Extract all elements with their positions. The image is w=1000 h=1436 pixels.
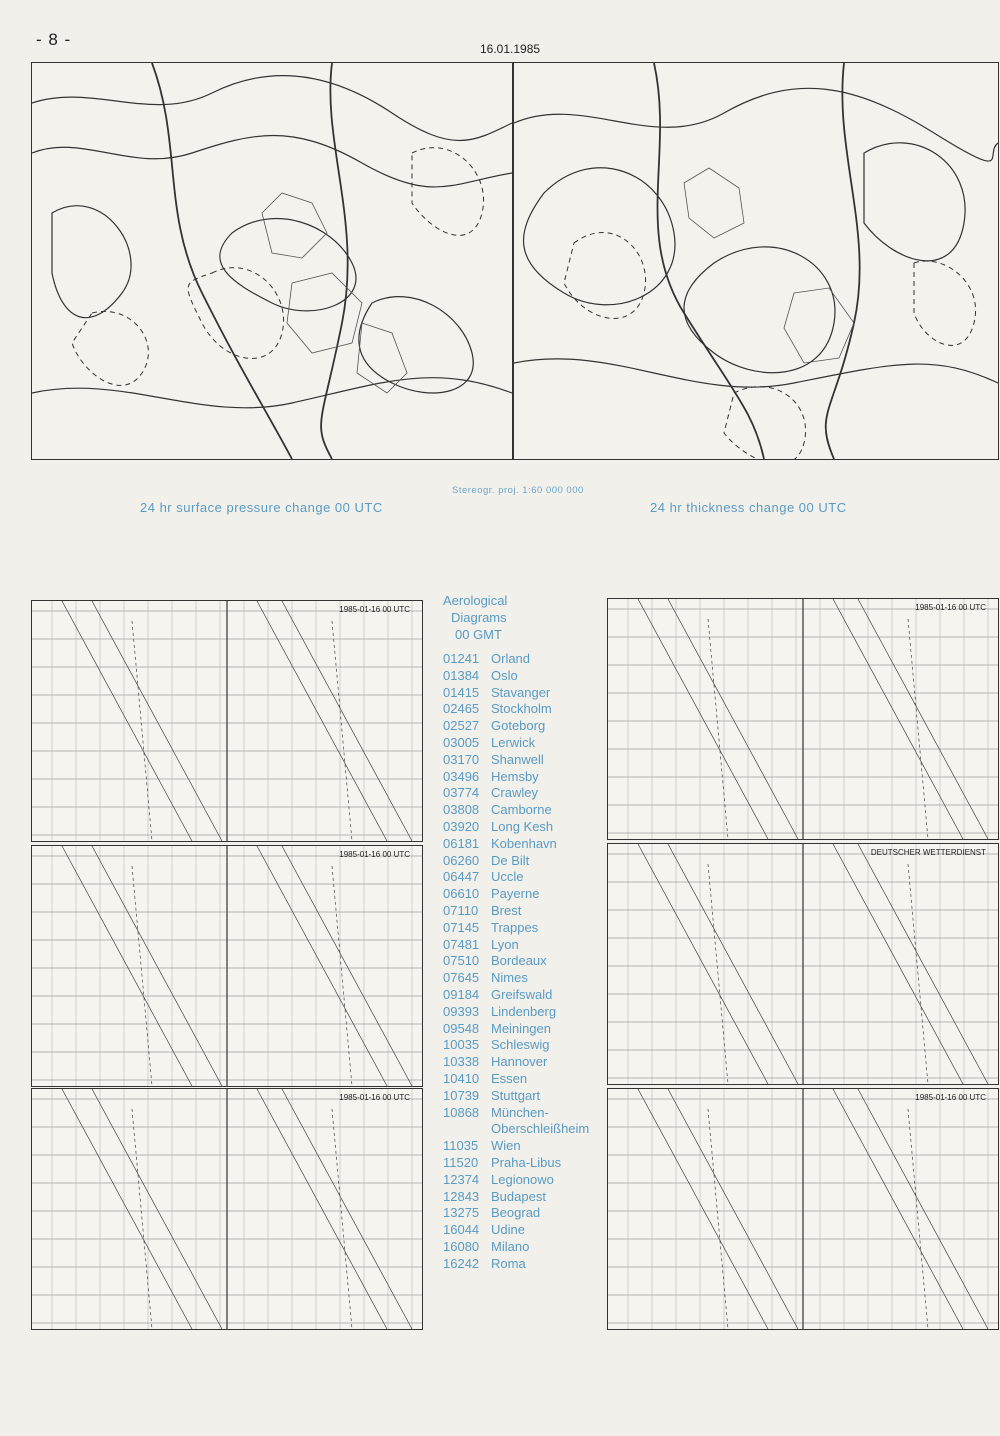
- station-row: [443, 869, 589, 886]
- station-name: Crawley: [491, 785, 538, 801]
- station-name: Shanwell: [491, 751, 544, 767]
- diagram-stamp: 1985-01-16 00 UTC: [915, 1093, 986, 1102]
- station-name: Lyon: [491, 936, 519, 952]
- station-name: Milano: [491, 1238, 530, 1254]
- station-row: [443, 1071, 589, 1088]
- station-code: 03170: [443, 751, 480, 767]
- station-name: Greifswald: [491, 986, 553, 1002]
- station-name: Payerne: [491, 886, 540, 902]
- station-row: [443, 1205, 589, 1222]
- station-name: Oslo: [491, 667, 518, 683]
- station-name: Meiningen: [491, 1020, 551, 1036]
- station-heading-3: 00 GMT: [455, 627, 502, 642]
- station-heading-2: Diagrams: [451, 610, 507, 625]
- station-code: 03920: [443, 818, 480, 834]
- diagram-service-label: DEUTSCHER WETTERDIENST: [870, 848, 986, 857]
- station-row: [443, 853, 589, 870]
- station-name: Lerwick: [491, 734, 536, 750]
- station-code: 16242: [443, 1255, 480, 1271]
- station-row: [443, 735, 589, 752]
- station-row: [443, 718, 589, 735]
- thickness-caption: 24 hr thickness change 00 UTC: [650, 500, 847, 515]
- thickness-contours-figure: [514, 63, 998, 459]
- station-code: 10739: [443, 1087, 480, 1103]
- station-row: [443, 903, 589, 920]
- station-name: München-: [491, 1104, 549, 1120]
- station-row: [443, 1189, 589, 1206]
- station-row: [443, 1121, 589, 1138]
- station-code: 16044: [443, 1222, 480, 1238]
- station-row: [443, 819, 589, 836]
- station-row: [443, 1054, 589, 1071]
- diagram-grid: [608, 1089, 998, 1329]
- station-code: [443, 1121, 491, 1138]
- station-row: [443, 668, 589, 685]
- station-name: Essen: [491, 1070, 528, 1086]
- station-code: 06447: [443, 869, 480, 885]
- station-code: 12843: [443, 1188, 480, 1204]
- station-row: [443, 886, 589, 903]
- station-code: 09184: [443, 986, 480, 1002]
- station-code: 10410: [443, 1070, 480, 1086]
- station-code: 12374: [443, 1171, 480, 1187]
- station-row: [443, 987, 589, 1004]
- station-code: 10035: [443, 1037, 480, 1053]
- station-name: Legionowo: [491, 1171, 554, 1187]
- station-heading-1: Aerological: [443, 593, 508, 608]
- station-row: [443, 836, 589, 853]
- station-code: 02465: [443, 701, 480, 717]
- station-code: 02527: [443, 718, 480, 734]
- station-row: [443, 1021, 589, 1038]
- station-code: 16080: [443, 1238, 480, 1254]
- station-code: 09393: [443, 1003, 480, 1019]
- station-code: 11035: [443, 1138, 479, 1154]
- station-name: Nimes: [491, 970, 528, 986]
- station-code: 03808: [443, 802, 480, 818]
- station-row: [443, 1004, 589, 1021]
- station-name: Roma: [491, 1255, 526, 1271]
- station-row: [443, 1037, 589, 1054]
- station-row: [443, 1088, 589, 1105]
- station-code: 06260: [443, 852, 480, 868]
- station-code: 01415: [443, 684, 480, 700]
- station-row: [443, 937, 589, 954]
- station-name: Hemsby: [491, 768, 539, 784]
- station-row: [443, 769, 589, 786]
- diagram-stamp: 1985-01-16 00 UTC: [339, 850, 410, 859]
- station-name: Stuttgart: [491, 1087, 541, 1103]
- station-code: 10338: [443, 1054, 480, 1070]
- diagram-grid: [32, 601, 422, 841]
- station-name: Trappes: [491, 919, 539, 935]
- station-name: Stockholm: [491, 701, 552, 717]
- station-code: 03774: [443, 785, 480, 801]
- station-name: Orland: [491, 651, 531, 666]
- station-name: Hannover: [491, 1054, 548, 1070]
- diagram-grid: [32, 846, 422, 1086]
- station-name: Kobenhavn: [491, 835, 557, 851]
- station-name: Goteborg: [491, 718, 546, 734]
- station-rows: [443, 651, 589, 1272]
- station-row: [443, 752, 589, 769]
- station-code: 07510: [443, 953, 480, 969]
- station-code: 06181: [443, 835, 480, 851]
- station-name: Budapest: [491, 1188, 546, 1204]
- station-row: [443, 1138, 589, 1155]
- station-name: Schleswig: [491, 1037, 550, 1053]
- station-row: [443, 1172, 589, 1189]
- station-name: Camborne: [491, 802, 552, 818]
- station-code: 10868: [443, 1104, 480, 1120]
- aerological-diagram-6: [607, 1088, 999, 1330]
- diagram-grid: [32, 1089, 422, 1329]
- station-row: [443, 920, 589, 937]
- station-code: 06610: [443, 886, 480, 902]
- station-name: Long Kesh: [491, 818, 554, 834]
- diagram-grid: [608, 844, 998, 1084]
- surface-pressure-change-map: [31, 62, 513, 460]
- station-name: Wien: [491, 1138, 521, 1154]
- station-code: 07145: [443, 919, 480, 935]
- station-name: Brest: [491, 902, 522, 918]
- station-code: 13275: [443, 1205, 480, 1221]
- diagram-grid: [608, 599, 998, 839]
- station-code: 01241: [443, 651, 480, 666]
- station-name: Bordeaux: [491, 953, 547, 969]
- station-row: [443, 953, 589, 970]
- diagram-stamp: 1985-01-16 00 UTC: [339, 605, 410, 614]
- station-name: Lindenberg: [491, 1003, 557, 1019]
- station-row: [443, 785, 589, 802]
- station-name: Udine: [491, 1222, 525, 1238]
- station-code: 07645: [443, 970, 480, 986]
- aerological-diagram-2: [31, 845, 423, 1087]
- page-date: 16.01.1985: [480, 42, 541, 56]
- station-code: 07110: [443, 902, 479, 918]
- station-name: Stavanger: [491, 684, 551, 700]
- station-code: 03496: [443, 768, 480, 784]
- aerological-diagram-5: [607, 843, 999, 1085]
- station-code: 11520: [443, 1154, 479, 1170]
- station-name: Beograd: [491, 1205, 541, 1221]
- station-list: [443, 592, 589, 1272]
- station-code: 09548: [443, 1020, 480, 1036]
- aerological-diagram-3: [31, 1088, 423, 1330]
- station-row: [443, 1155, 589, 1172]
- thickness-change-map: [513, 62, 999, 460]
- station-code: 03005: [443, 734, 480, 750]
- station-row: [443, 685, 589, 702]
- station-name: Uccle: [491, 869, 524, 885]
- page-number: - 8 -: [36, 30, 72, 49]
- station-row: [443, 701, 589, 718]
- station-name: De Bilt: [491, 852, 530, 868]
- station-row: [443, 1105, 589, 1122]
- station-row: [443, 1256, 589, 1273]
- station-row: [443, 651, 589, 668]
- aerological-diagram-4: [607, 598, 999, 840]
- station-row: [443, 1239, 589, 1256]
- pressure-contours-figure: [32, 63, 512, 459]
- station-row: [443, 802, 589, 819]
- aerological-diagram-1: [31, 600, 423, 842]
- surface-pressure-caption: 24 hr surface pressure change 00 UTC: [140, 500, 383, 515]
- station-name: Oberschleißheim: [491, 1121, 590, 1137]
- diagram-stamp: 1985-01-16 00 UTC: [339, 1093, 410, 1102]
- station-row: [443, 1222, 589, 1239]
- station-code: 01384: [443, 667, 480, 683]
- projection-caption: Stereogr. proj. 1:60 000 000: [452, 485, 584, 496]
- station-code: 07481: [443, 936, 480, 952]
- diagram-stamp: 1985-01-16 00 UTC: [915, 603, 986, 612]
- station-row: [443, 970, 589, 987]
- station-name: Praha-Libus: [491, 1154, 562, 1170]
